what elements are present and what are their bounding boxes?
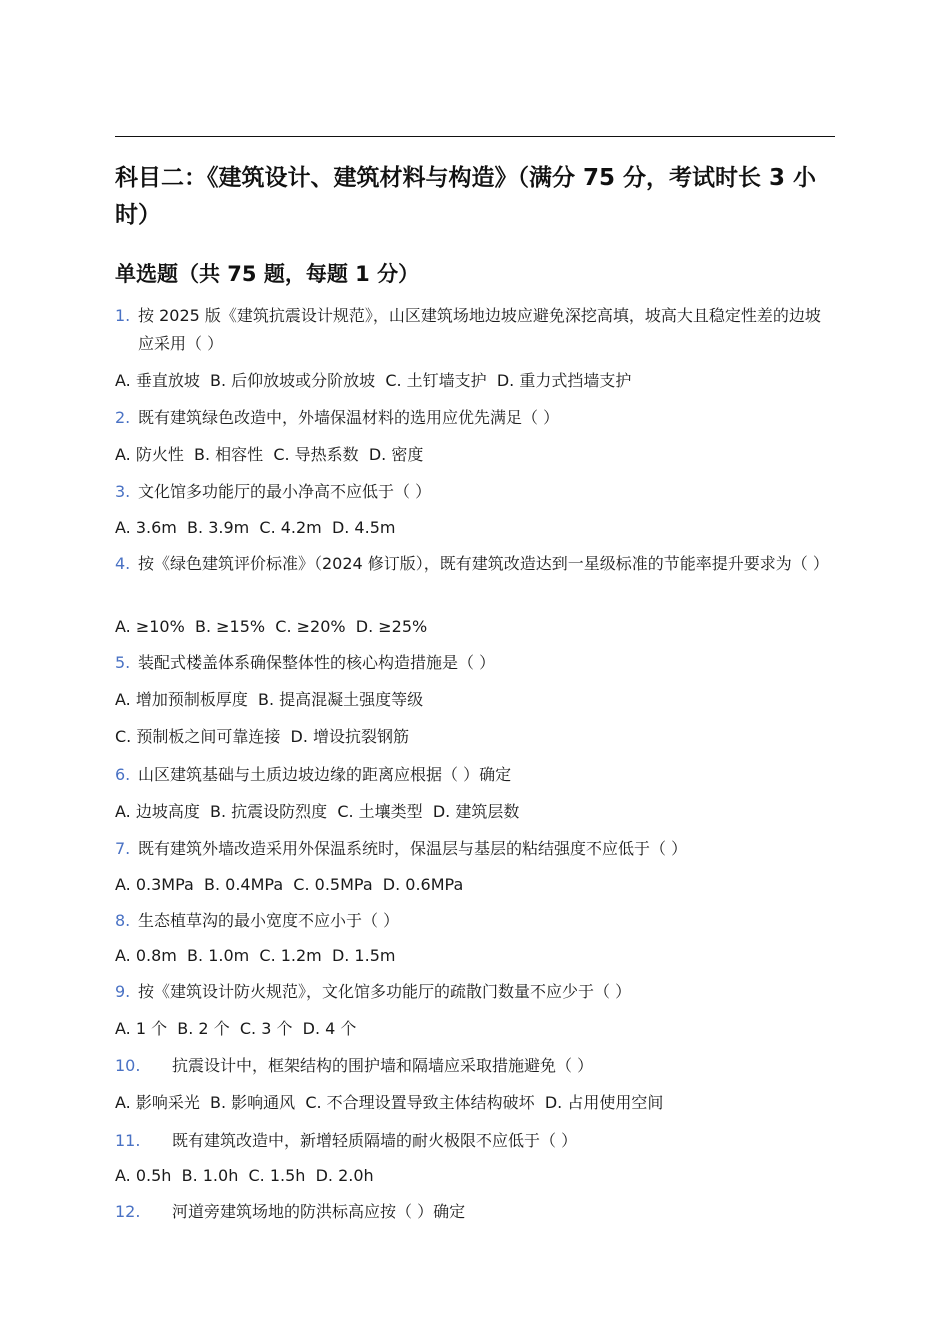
question-9 (115, 978, 835, 1006)
question-number: 5. (115, 653, 131, 672)
question-5 (115, 649, 835, 677)
question-number: 8. (115, 911, 131, 930)
question-11 (115, 1127, 835, 1155)
top-divider (115, 136, 835, 137)
question-number: 6. (115, 765, 131, 784)
question-text: 既有建筑改造中，新增轻质隔墙的耐火极限不应低于（ ） (172, 1131, 578, 1150)
question-11-options: A. 0.5h B. 1.0h C. 1.5h D. 2.0h (115, 1166, 374, 1185)
page-title: 科目二：《建筑设计、建筑材料与构造》（满分 75 分，考试时长 3 小时） (115, 165, 817, 228)
question-text: 按《建筑设计防火规范》，文化馆多功能厅的疏散门数量不应少于（ ） (138, 982, 632, 1001)
question-number: 9. (115, 982, 131, 1001)
question-5-options-line-2: C. 预制板之间可靠连接 D. 增设抗裂钢筋 (115, 727, 410, 746)
question-12 (115, 1198, 835, 1226)
question-9-options: A. 1 个 B. 2 个 C. 3 个 D. 4 个 (115, 1019, 357, 1038)
question-number: 4. (115, 554, 131, 573)
question-text: 按 2025 版《建筑抗震设计规范》，山区建筑场地边坡应避免深挖高填，坡高大且稳定性差的边坡应采用（ ） (138, 306, 821, 353)
question-2-options: A. 防火性 B. 相容性 C. 导热系数 D. 密度 (115, 445, 424, 464)
question-number: 1. (115, 306, 131, 325)
question-number: 3. (115, 482, 131, 501)
question-number: 12. (115, 1202, 141, 1221)
question-number: 7. (115, 839, 131, 858)
question-number: 11. (115, 1131, 141, 1150)
question-number: 10. (115, 1056, 141, 1075)
question-text: 文化馆多功能厅的最小净高不应低于（ ） (138, 482, 432, 501)
question-text: 抗震设计中，框架结构的围护墙和隔墙应采取措施避免（ ） (172, 1056, 594, 1075)
question-text: 河道旁建筑场地的防洪标高应按（ ）确定 (172, 1202, 466, 1221)
question-6-options: A. 边坡高度 B. 抗震设防烈度 C. 土壤类型 D. 建筑层数 (115, 802, 520, 821)
question-7 (115, 835, 835, 863)
question-3-options: A. 3.6m B. 3.9m C. 4.2m D. 4.5m (115, 518, 396, 537)
question-6 (115, 761, 835, 789)
question-10 (115, 1052, 835, 1080)
question-8 (115, 907, 835, 935)
section-heading: 单选题（共 75 题，每题 1 分） (115, 262, 420, 286)
question-8-options: A. 0.8m B. 1.0m C. 1.2m D. 1.5m (115, 946, 396, 965)
question-10-options: A. 影响采光 B. 影响通风 C. 不合理设置导致主体结构破坏 D. 占用使用空间 (115, 1093, 664, 1112)
question-text: 装配式楼盖体系确保整体性的核心构造措施是（ ） (138, 653, 496, 672)
question-7-options: A. 0.3MPa B. 0.4MPa C. 0.5MPa D. 0.6MPa (115, 875, 464, 894)
question-text: 山区建筑基础与土质边坡边缘的距离应根据（ ）确定 (138, 765, 512, 784)
question-4 (115, 550, 835, 578)
question-2 (115, 404, 835, 432)
question-5-options-line-1: A. 增加预制板厚度 B. 提高混凝土强度等级 (115, 690, 424, 709)
question-number: 2. (115, 408, 131, 427)
question-1 (115, 302, 835, 358)
question-text: 既有建筑绿色改造中，外墙保温材料的选用应优先满足（ ） (138, 408, 560, 427)
question-1-options: A. 垂直放坡 B. 后仰放坡或分阶放坡 C. 土钉墙支护 D. 重力式挡墙支护 (115, 371, 632, 390)
question-4-options: A. ≥10% B. ≥15% C. ≥20% D. ≥25% (115, 617, 428, 636)
question-text: 按《绿色建筑评价标准》（2024 修订版），既有建筑改造达到一星级标准的节能率提升要求为（ ） (138, 554, 829, 573)
question-text: 既有建筑外墙改造采用外保温系统时，保温层与基层的粘结强度不应低于（ ） (138, 839, 688, 858)
question-3 (115, 478, 835, 506)
question-text: 生态植草沟的最小宽度不应小于（ ） (138, 911, 400, 930)
